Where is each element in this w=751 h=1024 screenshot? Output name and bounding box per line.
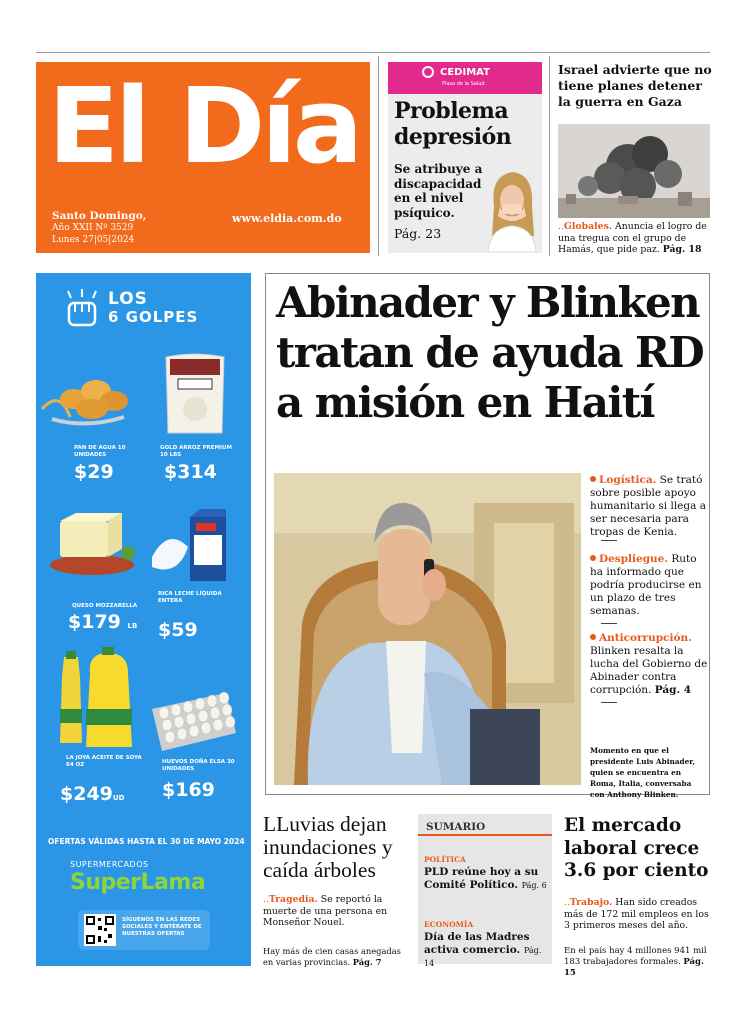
- sumario-item[interactable]: PLD reúne hoy a su Comité Político. Pág. 6: [424, 866, 547, 891]
- mercado-summary: ..Trabajo. Han sido creados más de 172 mil empleos en los 3 primeros meses del año.: [564, 897, 709, 931]
- product-name: PAN DE AGUA 10 UNIDADES: [74, 445, 126, 458]
- cedimat-brand: CEDIMAT: [440, 67, 490, 78]
- product-price: $169: [162, 779, 215, 801]
- egg-tray-image: [146, 679, 238, 755]
- bullet-separator: [601, 702, 617, 703]
- cedimat-title[interactable]: Problema depresión: [394, 98, 512, 150]
- bullet-separator: [601, 623, 617, 624]
- cedimat-tagline: Plaza de la Salud: [442, 81, 485, 87]
- bullet-despliegue: Despliegue. Ruto ha informado que podría producirse en un plazo de tres semanas.: [590, 553, 702, 617]
- bread-image: [40, 359, 132, 427]
- bullet-dot-icon: [590, 634, 596, 640]
- product-price: $249UD: [60, 783, 125, 805]
- cedimat-banner: [388, 62, 542, 94]
- lluvias-headline[interactable]: LLuvias dejan inundaciones y caída árboles: [263, 812, 393, 882]
- masthead-year: Año XXII Nº 3529: [52, 223, 134, 233]
- lluvias-summary: ..Tragedia. Se reportó la muerte de una persona en Monseñor Nouel.: [263, 894, 388, 928]
- gaza-smoke-photo: [558, 124, 710, 218]
- israel-kicker: Globales.: [563, 221, 613, 232]
- product-name: RICA LECHE LÍQUIDA ENTERA: [158, 591, 222, 604]
- israel-headline[interactable]: Israel advierte que no tiene planes detener la guerra en Gaza: [558, 62, 712, 109]
- rice-bag-image: [160, 349, 230, 437]
- bullet-dot-icon: [590, 555, 596, 561]
- ad-title-line2: 6 GOLPES: [108, 308, 199, 326]
- bullet-separator: [601, 540, 617, 541]
- bullet-anticorrupcion: Anticorrupción. Blinken resalta la lucha del Gobierno de Abinader contra corrupción. Pág. 4: [590, 632, 708, 696]
- mercado-more: En el país hay 4 millones 941 mil 183 trabajadores formales. Pág. 15: [564, 946, 707, 978]
- top-rule: [36, 52, 710, 53]
- cedimat-body: Se atribuye a discapacidad en el nivel psíquico.: [394, 162, 483, 220]
- sumario-box: [418, 814, 552, 968]
- sumario-kicker: POLÍTICA: [424, 855, 466, 864]
- masthead-url[interactable]: www.eldia.com.do: [232, 212, 342, 225]
- masthead-city: Santo Domingo,: [52, 210, 147, 222]
- oil-bottles-image: [52, 647, 148, 753]
- israel-body: Anuncia el logro de una tregua con el grupo de Hamás, que pide paz.: [558, 221, 707, 255]
- product-name: HUEVOS DOÑA ELSA 30 UNIDADES: [162, 759, 235, 772]
- supermarket-ad[interactable]: [36, 273, 251, 966]
- israel-summary: ..Globales. Anuncia el logro de una tregua con el grupo de Hamás, que pide paz. Pág. 18: [558, 221, 707, 255]
- bullet-logistica: Logística. Se trató sobre posible apoyo humanitario si llega a ser necesaria para tropas de Kenia.: [590, 474, 706, 538]
- main-headline[interactable]: Abinader y Blinken tratan de ayuda RD a misión en Haití: [276, 278, 704, 427]
- sumario-label: SUMARIO: [426, 821, 486, 833]
- column-divider: [549, 56, 550, 256]
- sumario-header: [418, 814, 552, 836]
- social-follow-box[interactable]: [78, 910, 210, 950]
- cedimat-teaser[interactable]: [388, 62, 542, 253]
- israel-page: Pág. 18: [662, 244, 702, 255]
- cedimat-logo-icon: [422, 66, 434, 78]
- product-price: $59: [158, 619, 198, 641]
- social-follow-text: SÍGUENOS EN LAS REDES SOCIALES Y ENTÉRATE DE NUESTRAS OFERTAS: [122, 917, 202, 937]
- abinader-phone-photo: [274, 473, 581, 785]
- photo-caption: Momento en que el presidente Luis Abinader, quien se encuentra en Roma, Italia, conversaba con Anthony Blinken.: [590, 746, 696, 799]
- sumario-kicker: ECONOMÍA: [424, 920, 474, 929]
- bullet-dot-icon: [590, 476, 596, 482]
- ad-offers-validity: OFERTAS VÁLIDAS HASTA EL 30 DE MAYO 2024: [48, 837, 245, 846]
- column-divider: [378, 56, 379, 256]
- product-price: $314: [164, 461, 217, 483]
- sumario-item[interactable]: Día de las Madres activa comercio. Pág. 14: [424, 931, 542, 968]
- cheese-image: [46, 509, 140, 581]
- ad-title-line1: LOS: [108, 289, 148, 309]
- masthead[interactable]: [36, 62, 370, 253]
- fist-icon: [62, 287, 102, 331]
- product-price: $29: [74, 461, 114, 483]
- qr-code-icon[interactable]: [84, 914, 116, 946]
- newspaper-logo[interactable]: El Día: [48, 65, 360, 187]
- mercado-headline[interactable]: El mercado laboral crece 3.6 por ciento: [564, 815, 709, 881]
- ad-supermarket-label: SUPERMERCADOS: [70, 860, 149, 869]
- cedimat-page: Pág. 23: [394, 226, 442, 241]
- product-name: QUESO MOZZARELLA: [72, 603, 138, 609]
- distressed-woman-photo: [484, 166, 540, 252]
- superlama-logo[interactable]: SuperLama: [70, 870, 206, 895]
- lluvias-more: Hay más de cien casas anegadas en varias provincias. Pág. 7: [263, 946, 401, 967]
- milk-carton-image: [148, 507, 234, 587]
- product-price: $179 LB: [68, 611, 138, 633]
- product-name: GOLD ARROZ PREMIUM 10 LBS: [160, 445, 232, 458]
- masthead-date: Lunes 27|05|2024: [52, 235, 135, 245]
- product-name: LA JOYA ACEITE DE SOYA 64 OZ: [66, 755, 142, 768]
